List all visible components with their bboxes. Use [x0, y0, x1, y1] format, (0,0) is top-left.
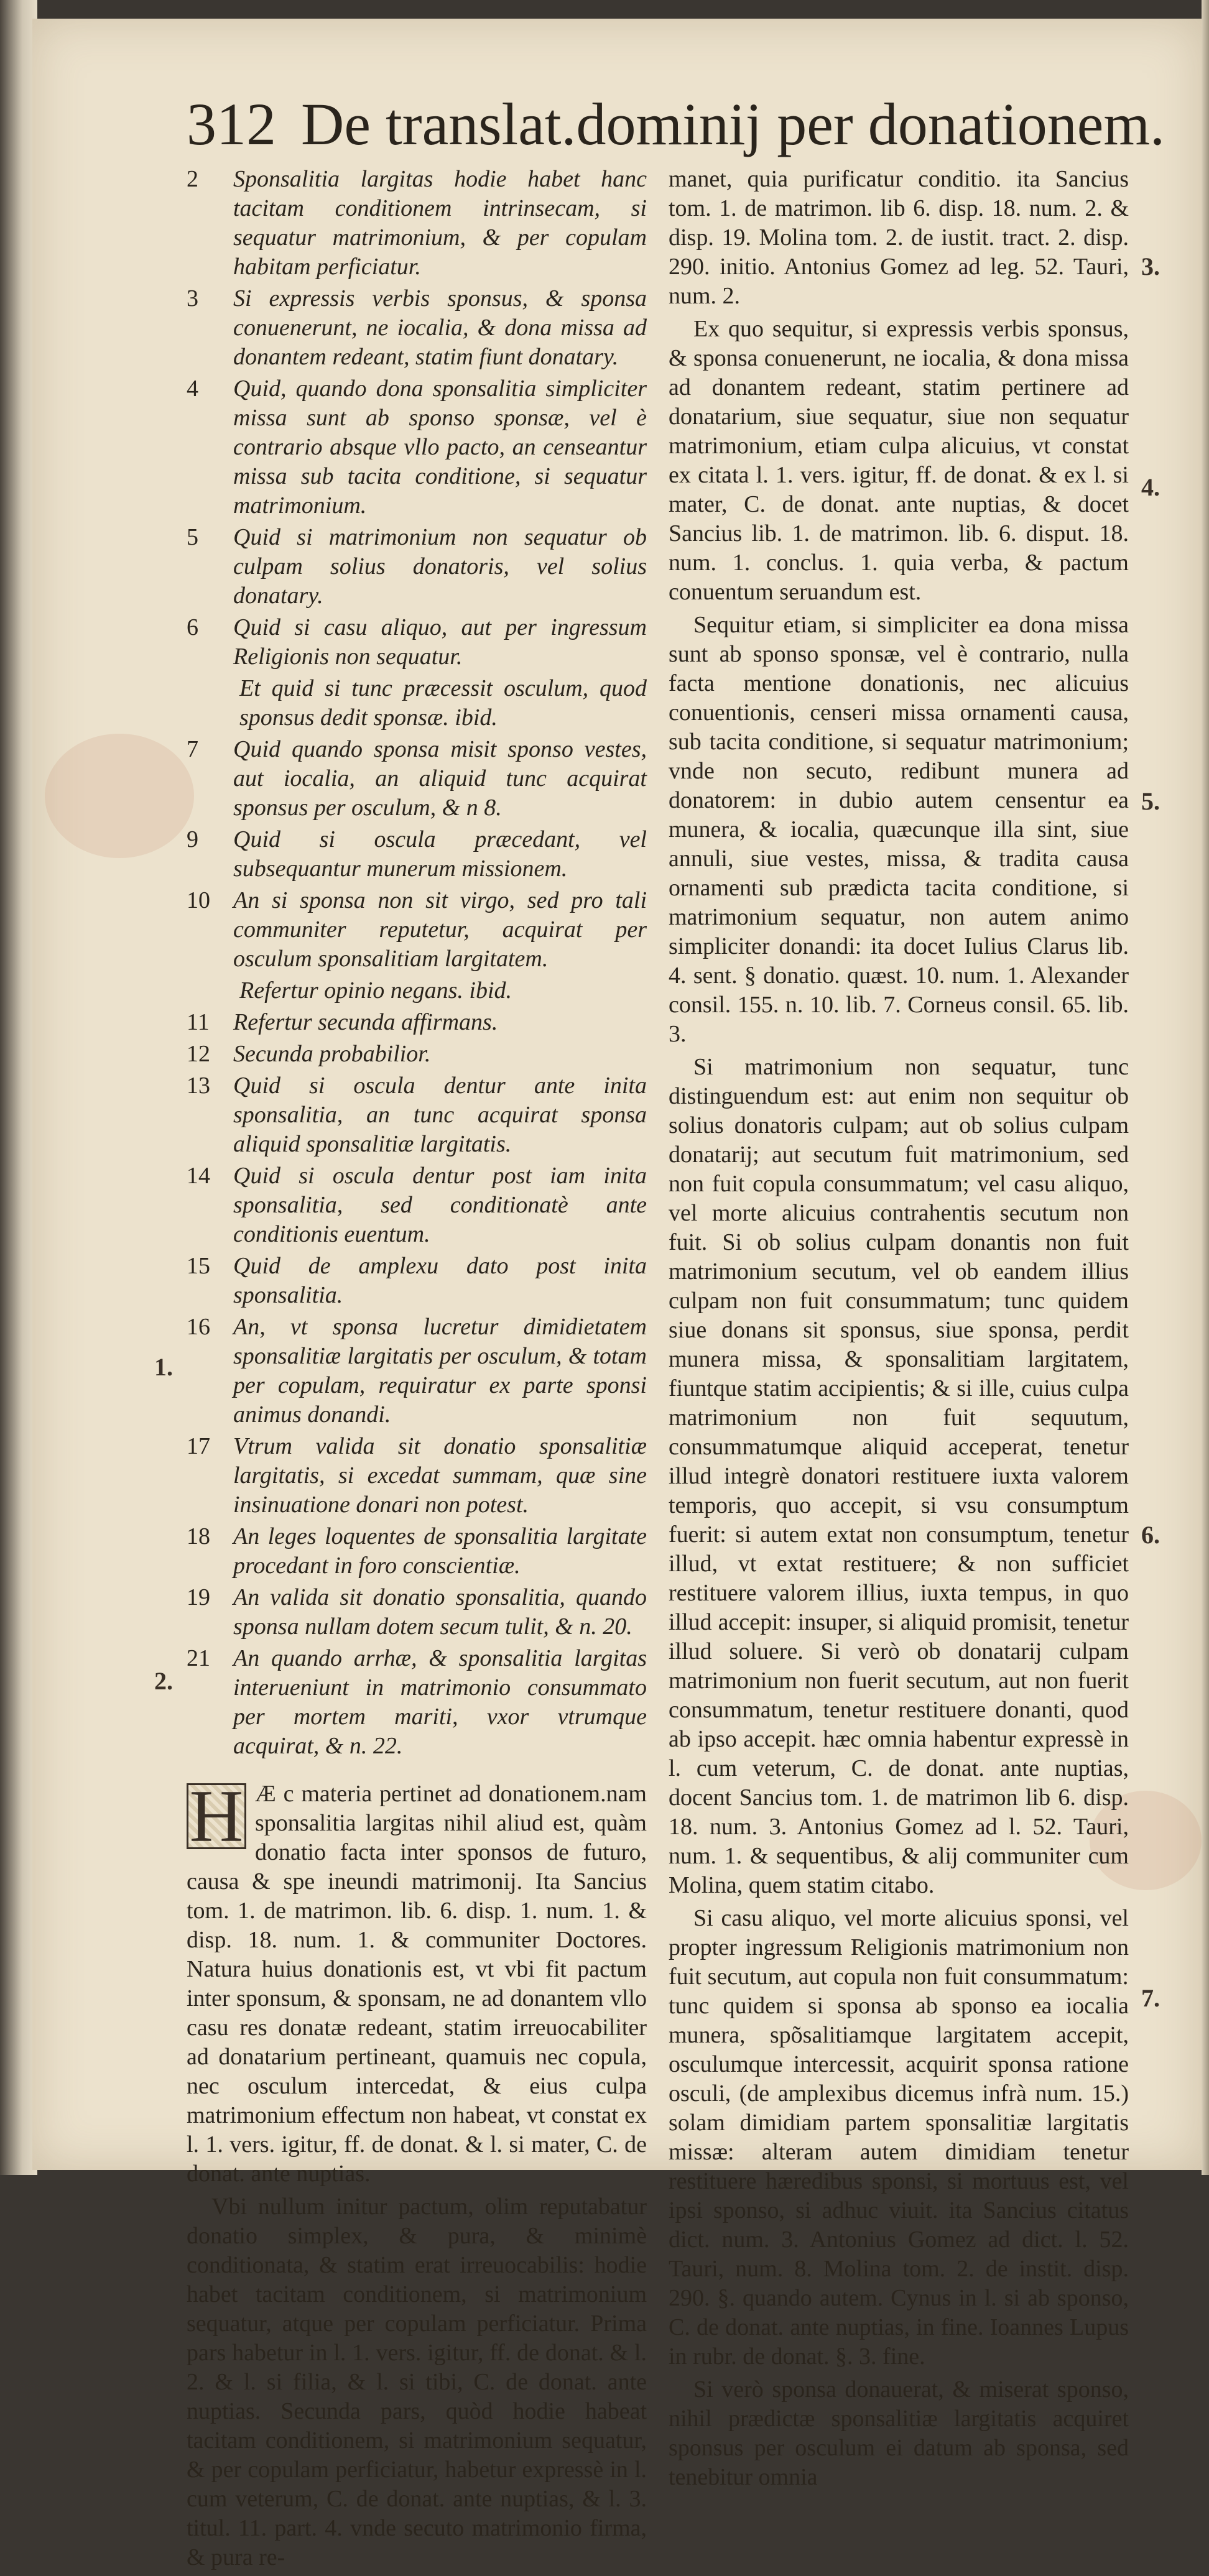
summary-item-number: 2	[187, 166, 198, 192]
margin-number-6: 6.	[1141, 1521, 1160, 1549]
page-stain	[45, 734, 194, 858]
summary-item-number: 15	[187, 1253, 210, 1279]
summary-item-number: 21	[187, 1645, 210, 1671]
summary-item-number: 10	[187, 887, 210, 913]
summary-item	[187, 1644, 647, 1761]
summary-item-text: Et quid si tunc præcessit osculum, quod sponsus dedit sponsæ. ibid.	[239, 675, 647, 731]
paragraph-3: Ex quo sequitur, si expressis verbis sponsus, & sponsa conuenerunt, ne iocalia, & dona missa ad donantem redeant, statim pertinere ad donatarium, siue sequatur, siue non sequatur matrimonium, etiam culpa alicuius, vt constat ex citata l. 1. vers. igitur, ff. de donat. & ex l. si mater, C. de donat. ante nuptias, & docet Sancius lib. 1. de matrimon. lib. 6. disput. 18. num. 1. conclus. 1. quia verba, & pactum conuentum seruandum est.	[669, 316, 1129, 605]
summary-item-number: 17	[187, 1433, 210, 1459]
margin-number-2: 2.	[154, 1667, 173, 1695]
summary-item-text: An leges loquentes de sponsalitia largitate procedant in foro conscientiæ.	[233, 1523, 647, 1579]
paragraph-4: Sequitur etiam, si simpliciter ea dona missa sunt ab sponso sponsæ, vel è contrario, nulla facta mentione donationis, nec alicuius conuentionis, censeri missa ornamenti causa, sub tacita conditione, si sequatur matrimonium; vnde non secuto, redibunt munera ad donatorem: in dubio autem censentur ea munera, & iocalia, quæcunque illa sint, siue annuli, siue vestes, missa, & tradita causa ornamenti sub prædicta tacita conditione, si matrimonium sequatur, non autem animo simpliciter donandi: ita docet Iulius Clarus lib. 4. sent. § donatio. quæst. 10. num. 1. Alexander consil. 155. n. 10. lib. 7. Corneus consil. 65. lib. 3.	[669, 612, 1129, 1047]
margin-number-1: 1.	[154, 1353, 173, 1381]
summary-item-number: 4	[187, 376, 198, 402]
summary-list	[187, 165, 647, 1761]
margin-number-4: 4.	[1141, 473, 1160, 501]
summary-item	[187, 1040, 647, 1069]
summary-item-text: Quid si matrimonium non sequatur ob culpam solius donatoris, vel solius donatary.	[233, 524, 647, 609]
summary-item-number	[187, 976, 233, 1005]
summary-item-text: An valida sit donatio sponsalitia, quando sponsa nullam dotem secum tulit, & n. 20.	[233, 1584, 647, 1640]
page-fore-edge	[1202, 0, 1209, 2175]
dropcap-letter: H	[187, 1783, 246, 1849]
summary-item	[187, 1522, 647, 1581]
summary-item-text: An, vt sponsa lucretur dimidietatem sponsalitiæ largitatis per osculum, & totam per copulam, requiratur ex parte sponsi animus donandi.	[233, 1314, 647, 1428]
summary-item-text: An quando arrhæ, & sponsalitia largitas interueniunt in matrimonio consummato per mortem mariti, vxor vtrumque acquirat, & n. 22.	[233, 1645, 647, 1759]
summary-item-number: 5	[187, 524, 198, 550]
summary-item-text: Quid si casu aliquo, aut per ingressum Religionis non sequatur.	[233, 614, 647, 670]
summary-item-number: 19	[187, 1584, 210, 1610]
summary-item-number: 3	[187, 285, 198, 312]
summary-item-number: 7	[187, 736, 198, 762]
summary-item-text: Quid, quando dona sponsalitia simpliciter missa sunt ab sponso sponsæ, vel è contrario absque vllo pacto, an censeantur missa sub tacita conditione, si sequatur matrimonium.	[233, 376, 647, 519]
summary-item-number: 13	[187, 1073, 210, 1099]
summary-item-text: Quid si oscula dentur ante inita sponsalitia, an tunc acquirat sponsa aliquid sponsalitiæ largitatis.	[233, 1073, 647, 1157]
summary-item	[187, 1161, 647, 1249]
summary-item	[187, 886, 647, 974]
book-gutter	[0, 0, 37, 2175]
summary-item-text: Vtrum valida sit donatio sponsalitiæ largitatis, si excedat summam, quæ sine insinuatione donari non potest.	[233, 1433, 647, 1518]
summary-item-number: 9	[187, 826, 198, 852]
summary-item-text: Refertur secunda affirmans.	[233, 1009, 498, 1035]
summary-item	[187, 674, 647, 732]
summary-item	[187, 165, 647, 282]
summary-item-text: Quid si oscula dentur post iam inita sponsalitia, sed conditionatè ante conditionis euentum.	[233, 1163, 647, 1247]
summary-item-text: An si sponsa non sit virgo, sed pro tali communiter reputetur, acquirat per osculum sponsalitiam largitatem.	[233, 887, 647, 972]
left-column	[187, 165, 647, 2576]
paragraph-7: Si verò sponsa donauerat, & miserat sponso, nihil prædictæ sponsalitiæ largitatis acquiret sponsus per osculum ei datum ab sponsa, sed tenebitur omnia	[669, 2376, 1129, 2490]
paragraph-cont: manet, quia purificatur conditio. ita Sancius tom. 1. de matrimon. lib 6. disp. 18. num. 2. & disp. 19. Molina tom. 2. de iustit. tract. 2. disp. 290. initio. Antonius Gomez ad leg. 52. Tauri, num. 2.	[669, 166, 1129, 309]
summary-item-number	[187, 674, 233, 732]
summary-item-text: Si expressis verbis sponsus, & sponsa conuenerunt, ne iocalia, & dona missa ad donantem redeant, statim fiunt donatary.	[233, 285, 647, 370]
summary-item-number: 18	[187, 1523, 210, 1549]
summary-item-number: 6	[187, 614, 198, 640]
page-title: De translat.dominij per donationem.	[301, 91, 1165, 157]
margin-number-3: 3.	[1141, 252, 1160, 280]
summary-item-text: Sponsalitia largitas hodie habet hanc tacitam conditionem intrinsecam, si sequatur matrimonium, & per copulam habitam perficiatur.	[233, 166, 647, 280]
summary-item-number: 11	[187, 1009, 210, 1035]
summary-item	[187, 1252, 647, 1310]
left-body	[187, 1775, 647, 2572]
summary-item	[187, 374, 647, 520]
summary-item-text: Refertur opinio negans. ibid.	[239, 977, 512, 1004]
summary-item	[187, 523, 647, 611]
summary-item-number: 14	[187, 1163, 210, 1189]
summary-item	[187, 1071, 647, 1159]
page-number: 312	[187, 91, 276, 157]
summary-item	[187, 284, 647, 372]
paragraph-1-text: Æ c materia pertinet ad donationem.nam sponsalitia largitas nihil aliud est, quàm donatio facta inter sponsos de futuro, causa & spe ineundi matrimonij. Ita Sancius tom. 1. de matrimon. lib. 6. disp. 1. num. 1. & disp. 18. num. 1. & communiter Doctores. Natura huius donationis est, vt vbi fit pactum inter sponsum, & sponsam, ne ad donantem vllo casu res donatæ redeant, statim irreuocabiliter ad donatarium pertineant, quamuis nec copula, nec osculum intercedat, & eius culpa matrimonium effectum non habeat, vt constat ex l. 1. vers. igitur, ff. de donat. & l. si mater, C. de donat. ante nuptias.	[187, 1781, 647, 2187]
margin-number-7: 7.	[1141, 1984, 1160, 2012]
summary-item-text: Quid de amplexu dato post inita sponsalitia.	[233, 1253, 647, 1308]
paragraph-6: Si casu aliquo, vel morte alicuius sponsi, vel propter ingressum Religionis matrimonium non fuit secutum, aut copula non fuit consummatum: tunc quidem si sponsa ab sponso ea iocalia munera, spõsalitiamque largitatem accepit, osculumque intercessit, acquirit sponsa ratione osculi, (de amplexibus dicemus infrà num. 15.) solam dimidiam partem sponsalitiæ largitatis missæ: alteram autem dimidiam tenetur restituere hæredibus sponsi, si mortuus est, vel ipsi sponso, si adhuc viuit. ita Sancius citatus dict. num. 3. Antonius Gomez ad dict. l. 52. Tauri, num. 8. Molina tom. 2. de instit. disp. 290. §. quando autem. Cynus in l. si ab sponso, C. de donat. ante nuptias, in fine. Ioannes Lupus in rubr. de donat. §. 3. fine.	[669, 1905, 1129, 2370]
summary-item-number: 12	[187, 1041, 210, 1067]
summary-item	[187, 613, 647, 672]
summary-item-text: Secunda probabilior.	[233, 1041, 431, 1067]
summary-item-text: Quid quando sponsa misit sponso vestes, aut iocalia, an aliquid tunc acquirat sponsus per osculum, & n 8.	[233, 736, 647, 821]
paragraph-2: Vbi nullum initur pactum, olim reputabatur donatio simplex, & pura, & minimè conditionata, & statim erat irreuocabilis: hodie habet tacitam conditionem, si matrimonium sequatur, atque per copulam perficiatur. Prima pars habetur in l. 1. vers. igitur, ff. de donat. & l. 2. & l. si filia, & l. si tibi, C. de donat. ante nuptias. Secunda pars, quòd hodie habeat tacitam conditionem, si matrimonium sequatur, & per copulam perficiatur, habetur expressè in l. cum veterum, C. de donat. ante nuptias, & l. 3. titul. 11. part. 4. vnde secuto matrimonio firma, & pura re-	[187, 2194, 647, 2570]
summary-item	[187, 1008, 647, 1037]
summary-item	[187, 825, 647, 884]
paragraph-1	[187, 1775, 647, 2189]
summary-item-text: Quid si oscula præcedant, vel subsequantur munerum missionem.	[233, 826, 647, 882]
summary-item	[187, 1583, 647, 1641]
summary-item	[187, 1432, 647, 1520]
summary-item	[187, 976, 647, 1005]
summary-item-number: 16	[187, 1314, 210, 1340]
margin-number-5: 5.	[1141, 787, 1160, 815]
paragraph-5: Si matrimonium non sequatur, tunc distinguendum est: aut enim non sequitur ob solius donatoris culpam; aut ob solius culpam donatarij; aut secutum fuit matrimonium, sed non fuit copula consummatum; vel casu aliquo, vel morte alicuius contrahentis secutum non fuit. Si ob solius culpam donantis non fuit matrimonium secutum, vel ob eandem illius culpam non fuit consummatum; tunc quidem siue donans sit sponsus, siue sponsa, perdit munera missa, & sponsalitiam largitatem, fiuntque statim accipientis; & si ille, cuius culpa matrimonium non fuit sequutum, consummatumque aliquid acceperat, tenetur illud integrè donatori restituere iuxta valorem temporis, quo accepit, si vsu consumptum fuerit: si autem extat non consumptum, tenetur illud, vt extat restituere; & non sufficiet restituere valorem illius, iuxta tempus, in quo illud accepit: insuper, si aliquid promisit, tenetur illud soluere. Si verò ob donatarij culpam matrimonium non fuerit secutum, aut non fuerit consummatum, tenetur restituere donanti, quod ab ipso accepit. hæc omnia habentur expressè in l. cum veterum, C. de donat. ante nuptias, docent Sancius tom. 1. de matrimon lib 6. disp. 18. num. 3. Antonius Gomez ad l. 52. Tauri, num. 1. & sequentibus, & alij communiter cum Molina, quem statim citabo.	[669, 1054, 1129, 1898]
right-column	[669, 165, 1129, 2496]
page-header	[187, 91, 1165, 157]
summary-item	[187, 1313, 647, 1429]
summary-item	[187, 735, 647, 823]
